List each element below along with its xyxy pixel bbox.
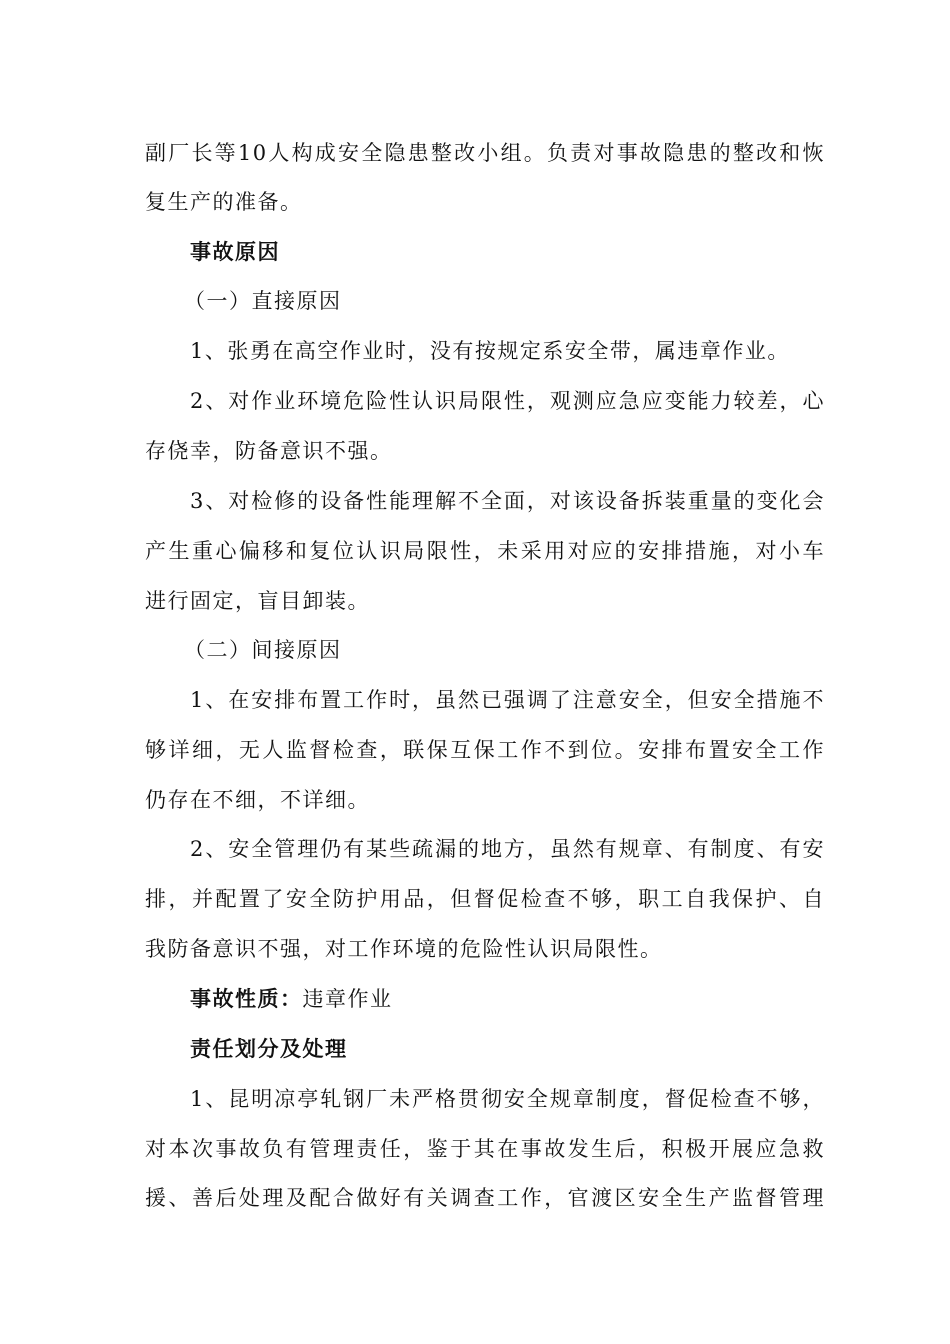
paragraph-line: 产生重心偏移和复位认识局限性，未采用对应的安排措施，对小车: [145, 539, 825, 563]
paragraph-line: 复生产的准备。: [145, 190, 303, 214]
paragraph-line: 2、安全管理仍有某些疏漏的地方，虽然有规章、有制度、有安: [190, 837, 825, 861]
paragraph-line: 存侥幸，防备意识不强。: [145, 439, 393, 463]
paragraph-line: 够详细，无人监督检查，联保互保工作不到位。安排布置安全工作: [145, 738, 825, 762]
section-heading-cause: 事故原因: [190, 239, 280, 264]
paragraph-line: 排，并配置了安全防护用品，但督促检查不够，职工自我保护、自: [145, 887, 825, 911]
subheading-indirect-cause: （二）间接原因: [184, 638, 342, 662]
subheading-direct-cause: （一）直接原因: [184, 289, 342, 313]
paragraph-line: 1、张勇在高空作业时，没有按规定系安全带，属违章作业。: [190, 339, 790, 363]
accident-nature-label: 事故性质：: [190, 986, 303, 1011]
accident-nature-value: 违章作业: [302, 987, 393, 1011]
paragraph-line: 援、善后处理及配合做好有关调查工作，官渡区安全生产监督管理: [145, 1186, 825, 1210]
paragraph-line: 对本次事故负有管理责任，鉴于其在事故发生后，积极开展应急救: [145, 1137, 825, 1161]
paragraph-line: 进行固定，盲目卸装。: [145, 589, 370, 613]
paragraph-line: 我防备意识不强，对工作环境的危险性认识局限性。: [145, 937, 663, 961]
paragraph-line: 副厂长等10人构成安全隐患整改小组。负责对事故隐患的整改和恢: [145, 141, 825, 165]
section-heading-responsibility: 责任划分及处理: [190, 1036, 348, 1061]
paragraph-line: 1、在安排布置工作时，虽然已强调了注意安全，但安全措施不: [190, 688, 825, 712]
paragraph-line: 3、对检修的设备性能理解不全面，对该设备拆装重量的变化会: [190, 489, 825, 513]
paragraph-line: 仍存在不细，不详细。: [145, 788, 370, 812]
paragraph-line: 1、昆明凉亭轧钢厂未严格贯彻安全规章制度，督促检查不够，: [190, 1087, 825, 1111]
paragraph-line: 2、对作业环境危险性认识局限性，观测应急应变能力较差，心: [190, 389, 825, 413]
accident-nature-line: [190, 984, 825, 1014]
